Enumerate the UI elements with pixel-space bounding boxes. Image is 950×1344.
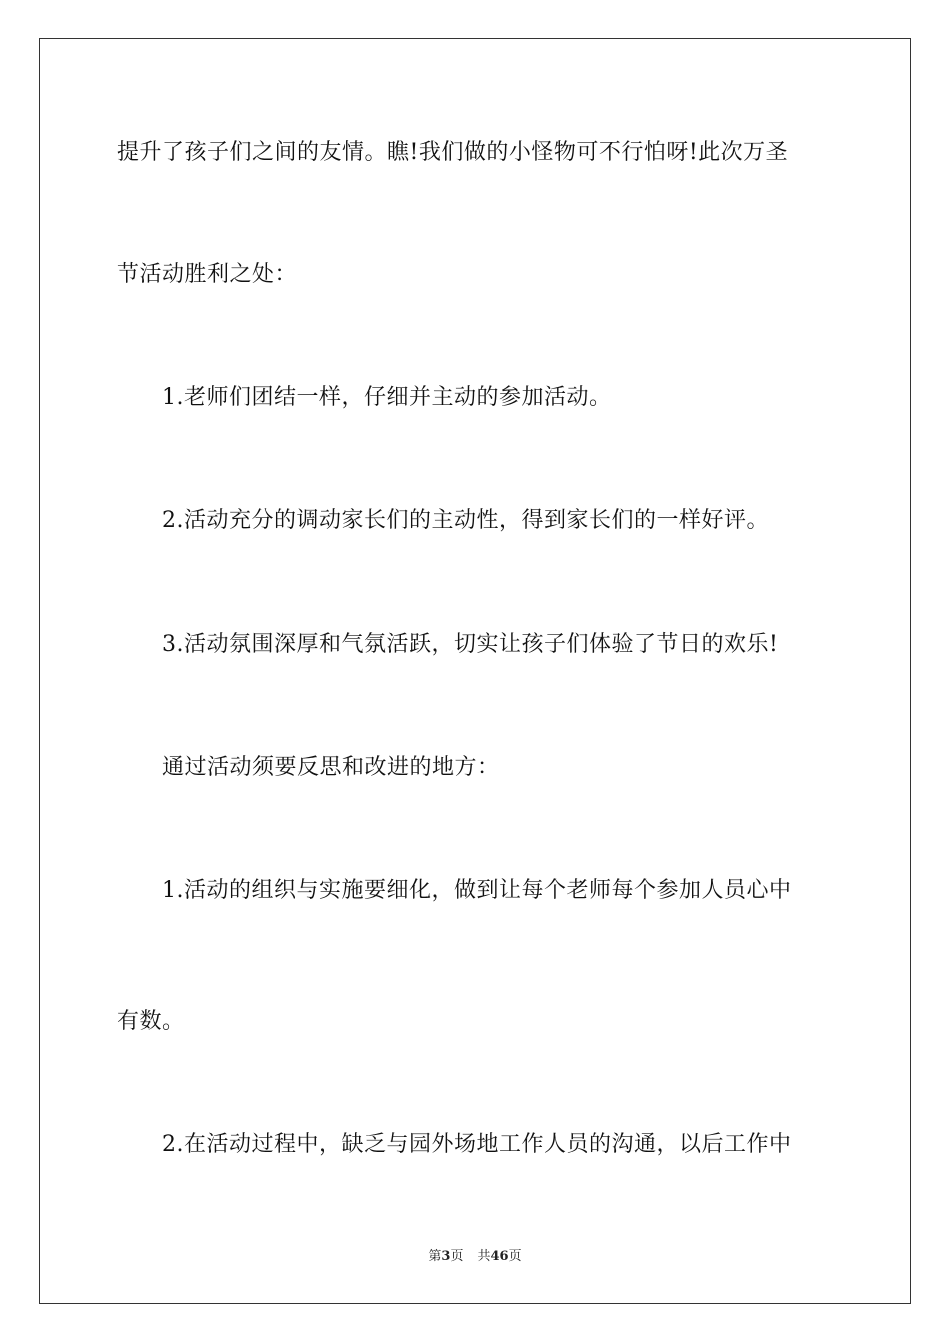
page-prefix: 第 [428, 1249, 442, 1264]
paragraph-line-2: 节活动胜利之处： [117, 262, 298, 287]
page-border [39, 38, 911, 1304]
list-item-reflection-1: 1.活动的组织与实施要细化，做到让每个老师每个参加人员心中 [162, 878, 792, 903]
page-number: 3 [441, 1249, 451, 1264]
paragraph-line-1: 提升了孩子们之间的友情。瞧!我们做的小怪物可不行怕呀!此次万圣 [117, 140, 789, 165]
total-prefix: 共 [477, 1249, 491, 1264]
section-heading-reflection: 通过活动须要反思和改进的地方： [162, 755, 500, 780]
list-item-reflection-1-continued: 有数。 [117, 1009, 185, 1034]
list-item-success-2: 2.活动充分的调动家长们的主动性，得到家长们的一样好评。 [162, 508, 769, 533]
total-pages: 46 [490, 1249, 509, 1264]
list-item-reflection-2: 2.在活动过程中，缺乏与园外场地工作人员的沟通，以后工作中 [162, 1132, 792, 1157]
total-suffix: 页 [508, 1249, 522, 1264]
list-item-success-3: 3.活动氛围深厚和气氛活跃，切实让孩子们体验了节日的欢乐! [162, 632, 779, 657]
page-footer [0, 1248, 950, 1266]
page-suffix: 页 [450, 1249, 464, 1264]
list-item-success-1: 1.老师们团结一样，仔细并主动的参加活动。 [162, 385, 612, 410]
